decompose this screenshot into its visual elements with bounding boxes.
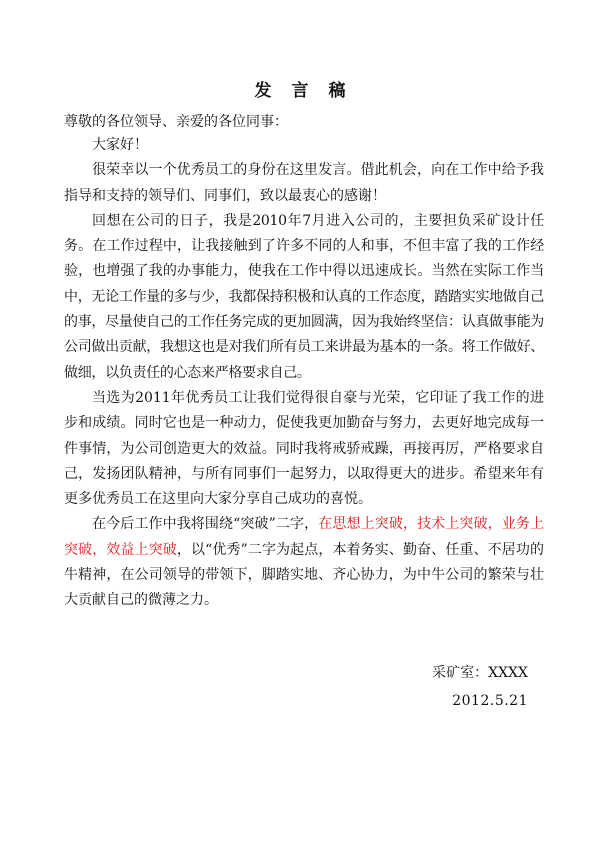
paragraph-future	[64, 512, 544, 613]
signature: 采矿室：XXXX	[432, 665, 528, 681]
document-body	[64, 133, 544, 614]
salutation: 尊敬的各位领导、亲爱的各位同事：	[64, 114, 288, 130]
document-title: 发言稿	[254, 81, 366, 101]
paragraph-review: 回想在公司的日子，我是2010年7月进入公司的，主要担负采矿设计任务。在工作过程中，让我接触到了许多不同的人和事，不但丰富了我的工作经验，也增强了我的办事能力，使我在工作中得以迅速成长。当然在实际工作当中，无论工作量的多与少，我都保持积极和认真的工作态度，踏踏实实地做自己的事，尽量使自己的工作任务完成的更加圆满，因为我始终坚信：认真做事能为公司做出贡献，我想这也是对我们所有员工来讲最为基本的一条。将工作做好、做细，以负责任的心态来严格要求自己。	[64, 212, 544, 381]
future-intro: 在今后工作中我将围绕“突破”二字，	[92, 516, 319, 533]
paragraph-award: 当选为2011年优秀员工让我们觉得很自豪与光荣，它印证了我工作的进步和成绩。同时它也是一种动力，促使我更加勤奋与努力，去更好地完成每一件事情，为公司创造更大的效益。同时我将戒骄戒躁，再接再厉，严格要求自己，发扬团队精神，与所有同事们一起努力，以取得更大的进步。希望来年有更多优秀员工在这里向大家分享自己成功的喜悦。	[64, 389, 544, 508]
highlighted-breakthroughs: 在思想上突破，技术上突破，业务上突破，效益上突破	[64, 516, 544, 558]
date: 2012.5.21	[452, 693, 528, 709]
greeting: 大家好！	[92, 137, 148, 153]
future-conclusion: ，以“优秀”二字为起点，本着务实、勤奋、任重、不居功的牛精神，在公司领导的带领下，脚踏实地、齐心协力，为中牛公司的繁荣与壮大贡献自己的微薄之力。	[64, 541, 544, 609]
paragraph-thanks: 很荣幸以一个优秀员工的身份在这里发言。借此机会，向在工作中给予我指导和支持的领导们、同事们，致以最衷心的感谢！	[64, 162, 544, 204]
